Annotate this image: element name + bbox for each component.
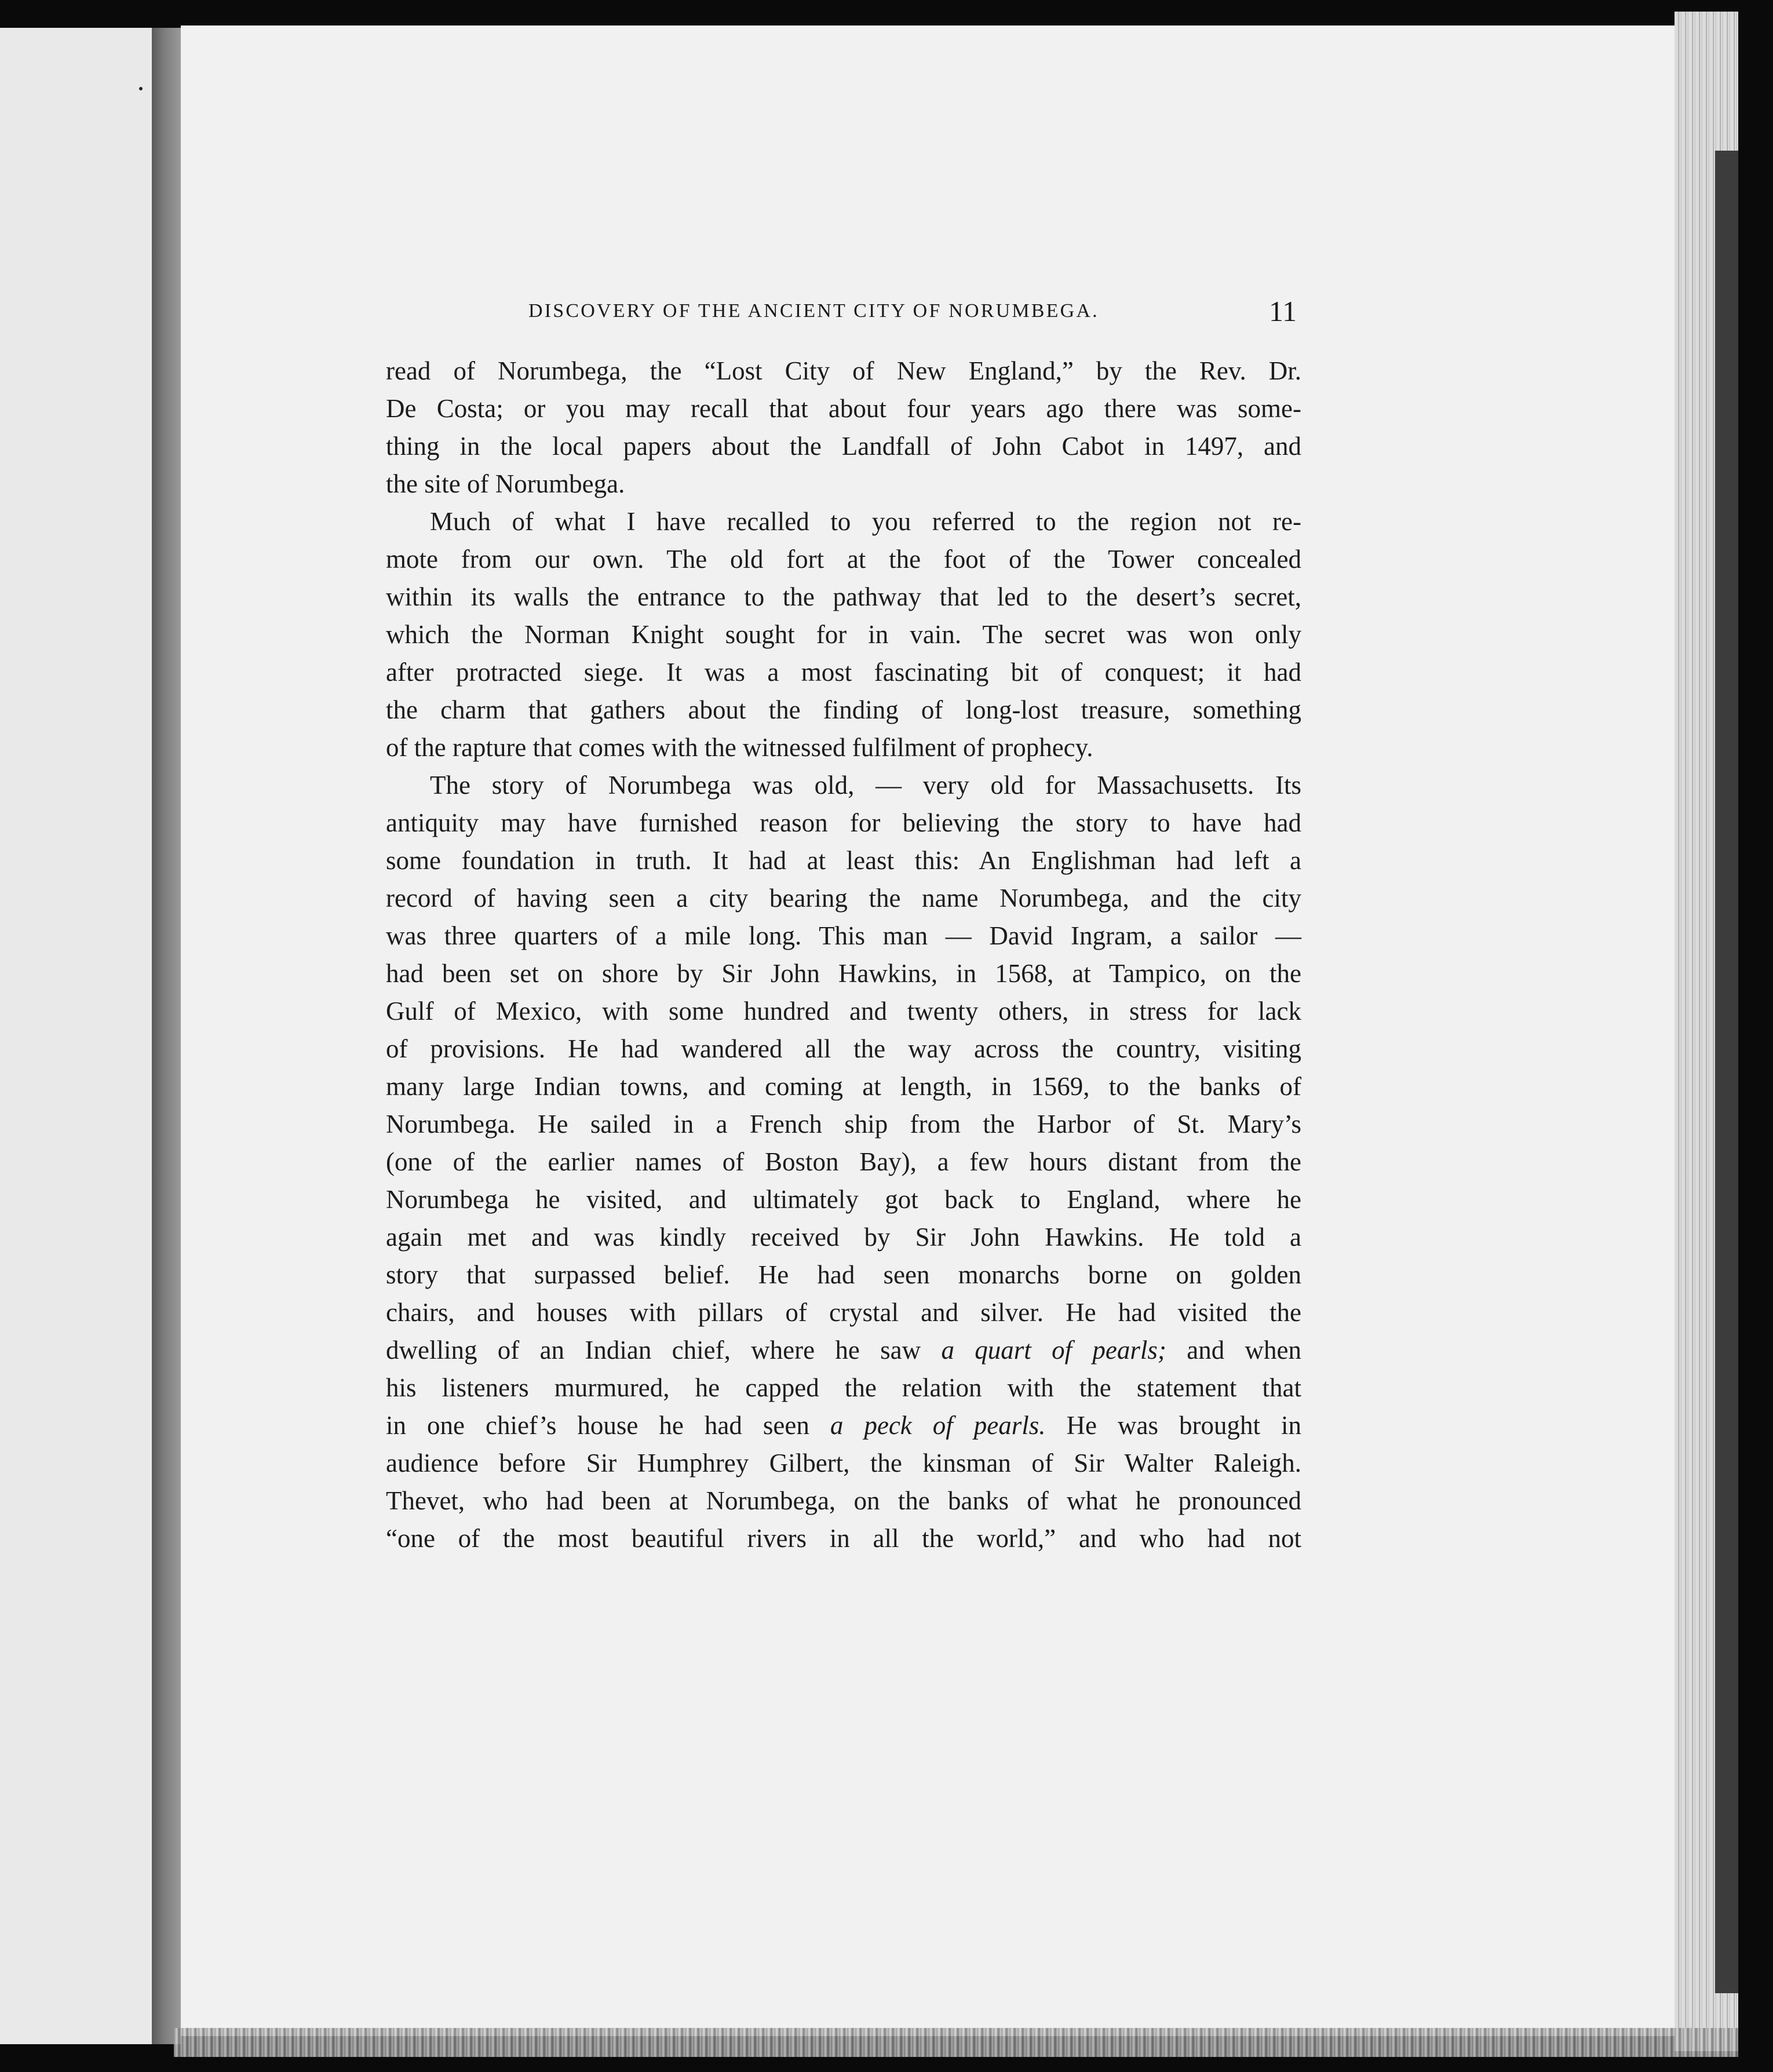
text-line: (one of the earlier names of Boston Bay), a few hours distant from the <box>386 1147 1301 1176</box>
italic-phrase: a peck of pearls. <box>830 1411 1046 1440</box>
text-line: De Costa; or you may recall that about four years ago there was some- <box>386 394 1301 423</box>
text-line: Thevet, who had been at Norumbega, on the banks of what he pronounced <box>386 1486 1301 1515</box>
text-line: within its walls the entrance to the pathway that led to the desert’s secret, <box>386 582 1301 611</box>
text-line: The story of Norumbega was old, — very old for Massachusetts. Its <box>430 771 1301 800</box>
text-line: after protracted siege. It was a most fascinating bit of conquest; it had <box>386 658 1301 687</box>
running-head <box>528 294 1664 329</box>
text-line: audience before Sir Humphrey Gilbert, the kinsman of Sir Walter Raleigh. <box>386 1449 1301 1478</box>
text-line: Norumbega he visited, and ultimately got back to England, where he <box>386 1185 1301 1214</box>
page-number: 11 <box>1269 295 1297 327</box>
paper-speck <box>139 87 143 90</box>
text-line-with-italic <box>386 1407 1301 1444</box>
text-line-with-italic <box>386 1332 1301 1369</box>
text-line: read of Norumbega, the “Lost City of New England,” by the Rev. Dr. <box>386 356 1301 385</box>
text-line: was three quarters of a mile long. This man — David Ingram, a sailor — <box>386 921 1301 950</box>
text-line: story that surpassed belief. He had seen monarchs borne on golden <box>386 1260 1301 1289</box>
line-text: and when <box>1166 1336 1301 1365</box>
text-line: had been set on shore by Sir John Hawkins, in 1568, at Tampico, on the <box>386 959 1301 988</box>
text-line: Much of what I have recalled to you referred to the region not re- <box>430 507 1301 536</box>
book-gutter <box>152 28 181 2044</box>
text-line: his listeners murmured, he capped the relation with the statement that <box>386 1373 1301 1402</box>
text-line: Gulf of Mexico, with some hundred and twenty others, in stress for lack <box>386 997 1301 1026</box>
text-line: the site of Norumbega. <box>386 469 625 498</box>
text-line: “one of the most beautiful rivers in all the world,” and who had not <box>386 1524 1301 1553</box>
running-head-title: DISCOVERY OF THE ANCIENT CITY OF NORUMBEGA. <box>528 300 1099 322</box>
bottom-page-edges <box>174 2028 1738 2057</box>
text-line: many large Indian towns, and coming at length, in 1569, to the banks of <box>386 1072 1301 1101</box>
page-stack-shadow <box>1715 151 1738 1993</box>
line-text: in one chief’s house he had seen <box>386 1411 830 1440</box>
text-line: again met and was kindly received by Sir John Hawkins. He told a <box>386 1223 1301 1252</box>
text-line: record of having seen a city bearing the name Norumbega, and the city <box>386 884 1301 913</box>
previous-page-edge <box>0 28 152 2044</box>
line-text: He was brought in <box>1045 1411 1301 1440</box>
text-line: of the rapture that comes with the witnessed fulfilment of prophecy. <box>386 733 1093 762</box>
text-line: the charm that gathers about the finding of long-lost treasure, something <box>386 695 1301 724</box>
text-line: Norumbega. He sailed in a French ship from the Harbor of St. Mary’s <box>386 1110 1301 1139</box>
body-text <box>386 352 1301 1557</box>
text-line: chairs, and houses with pillars of crystal and silver. He had visited the <box>386 1298 1301 1327</box>
text-line: some foundation in truth. It had at least this: An Englishman had left a <box>386 846 1301 875</box>
text-line: mote from our own. The old fort at the foot of the Tower concealed <box>386 545 1301 574</box>
italic-phrase: a quart of pearls; <box>941 1336 1166 1365</box>
text-line: thing in the local papers about the Landfall of John Cabot in 1497, and <box>386 432 1301 461</box>
line-text: dwelling of an Indian chief, where he saw <box>386 1336 942 1365</box>
text-line: of provisions. He had wandered all the way across the country, visiting <box>386 1034 1301 1063</box>
text-line: antiquity may have furnished reason for believing the story to have had <box>386 808 1301 837</box>
text-line: which the Norman Knight sought for in vain. The secret was won only <box>386 620 1301 649</box>
